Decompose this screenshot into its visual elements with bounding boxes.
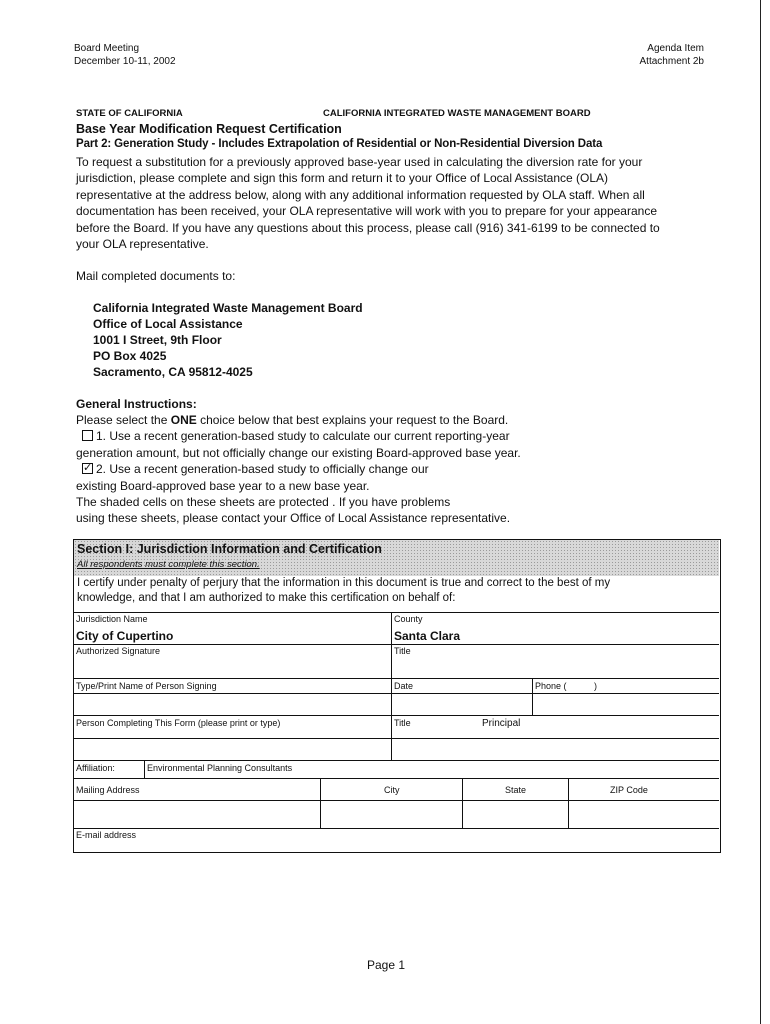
instr-one: ONE [170,413,197,427]
form-rule [74,612,719,613]
agenda-item: Agenda Item [647,43,704,54]
form-rule [74,778,719,779]
city-field[interactable] [323,801,461,827]
city-label: City [384,785,400,795]
choice-2-checkbox[interactable] [82,463,93,474]
form-rule [74,678,719,679]
email-label: E-mail address [76,830,137,840]
state-label: STATE OF CALIFORNIA [76,108,183,119]
signature-field[interactable] [76,657,388,677]
choice-2-cont: existing Board-approved base year to a new base year. [76,478,370,493]
choice-1[interactable] [76,428,756,444]
page-edge [760,0,761,1024]
form-divider [532,678,533,715]
instructions-block [76,412,756,527]
intro-line: jurisdiction, please complete and sign this form and return it to your Office of Local Assistance (OLA) [76,171,609,186]
meeting-date: December 10-11, 2002 [74,56,176,67]
form-rule [74,760,719,761]
choice-2-text: 2. Use a recent generation-based study to officially change our [96,462,429,477]
form-divider [462,778,463,828]
phone-close: ) [594,681,597,691]
form-divider [568,778,569,828]
shaded-note: using these sheets, please contact your Office of Local Assistance representative. [76,511,511,526]
title2-field[interactable]: Principal [482,718,521,729]
address-line: PO Box 4025 [93,349,167,363]
form-rule [74,715,719,716]
phone-label: Phone ( [535,681,567,691]
county-label: County [394,614,423,624]
signature-label: Authorized Signature [76,646,161,656]
page-number: Page 1 [367,958,406,972]
address-line: California Integrated Waste Management Board [93,301,363,315]
intro-line: before the Board. If you have any questions about this process, please call (916) 341-6199 to be connected to [76,220,660,235]
attachment: Attachment 2b [639,56,704,67]
title2-label: Title [394,718,411,728]
jurisdiction-label: Jurisdiction Name [76,614,148,624]
title-label: Title [394,646,411,656]
state-field[interactable] [465,801,567,827]
form-part: Part 2: Generation Study - Includes Extrapolation of Residential or Non-Residential Diversion Data [76,138,603,150]
mailing-address-field[interactable] [76,801,318,827]
meeting-header [74,42,176,68]
form-rule [74,644,719,645]
intro-line: documentation has been received, your OLA representative will work with you to prepare for your appearance [76,204,657,219]
form-divider [144,760,145,778]
jurisdiction-field[interactable]: City of Cupertino [76,629,174,643]
meeting-label: Board Meeting [74,43,140,54]
county-field[interactable]: Santa Clara [394,629,461,643]
email-field[interactable] [150,830,716,849]
address-line: 1001 I Street, 9th Floor [93,333,222,347]
instr-pre: Please select the [76,413,171,427]
zip-label: ZIP Code [610,785,648,795]
affiliation-field[interactable]: Environmental Planning Consultants [147,763,293,773]
intro-paragraph [76,154,746,252]
choice-2[interactable] [76,461,756,477]
choice-1-checkbox[interactable] [82,430,93,441]
zip-field[interactable] [571,801,717,827]
section-1-title: Section I: Jurisdiction Information and Certification [77,542,382,556]
intro-line: representative at the address below, along with any additional information requested by OLA staff. When all [76,187,645,202]
intro-line: To request a substitution for a previously approved base-year used in calculating the diversion rate for your [76,155,643,169]
instr-post: choice below that best explains your request to the Board. [196,413,509,427]
title-field[interactable] [394,657,716,677]
state-field-label: State [505,785,527,795]
phone-field[interactable] [535,695,717,714]
affiliation-label: Affiliation: [76,763,115,773]
cert-line: knowledge, and that I am authorized to make this certification on behalf of: [77,592,456,604]
board-label: CALIFORNIA INTEGRATED WASTE MANAGEMENT BOARD [323,108,591,119]
address-line: Sacramento, CA 95812-4025 [93,365,253,379]
completing-field[interactable] [76,740,388,759]
choice-1-text: 1. Use a recent generation-based study to calculate our current reporting-year [96,429,510,444]
completing-label: Person Completing This Form (please print or type) [76,718,281,728]
mailing-address-label: Mailing Address [76,785,140,795]
intro-line: your OLA representative. [76,237,209,252]
certification-text [77,576,717,606]
date-field[interactable] [394,695,530,714]
form-rule [74,828,719,829]
form-title: Base Year Modification Request Certification [76,122,342,136]
print-name-label: Type/Print Name of Person Signing [76,681,217,691]
mail-label: Mail completed documents to: [76,269,236,283]
cert-line: I certify under penalty of perjury that the information in this document is true and correct to the best of my [77,577,611,589]
form-divider [320,778,321,828]
instructions-intro [76,412,756,428]
mailing-address-block [93,300,363,380]
form-rule [74,693,719,694]
shaded-note: The shaded cells on these sheets are protected . If you have problems [76,495,451,510]
address-line: Office of Local Assistance [93,317,243,331]
section-1-header [74,540,719,576]
form-rule [74,738,719,739]
print-name-field[interactable] [76,695,388,714]
instructions-heading: General Instructions: [76,397,197,411]
agenda-header [560,42,704,68]
form-divider [391,612,392,760]
date-label: Date [394,681,414,691]
choice-1-cont: generation amount, but not officially change our existing Board-approved base year. [76,445,521,460]
section-1-subtitle: All respondents must complete this section. [77,559,260,570]
